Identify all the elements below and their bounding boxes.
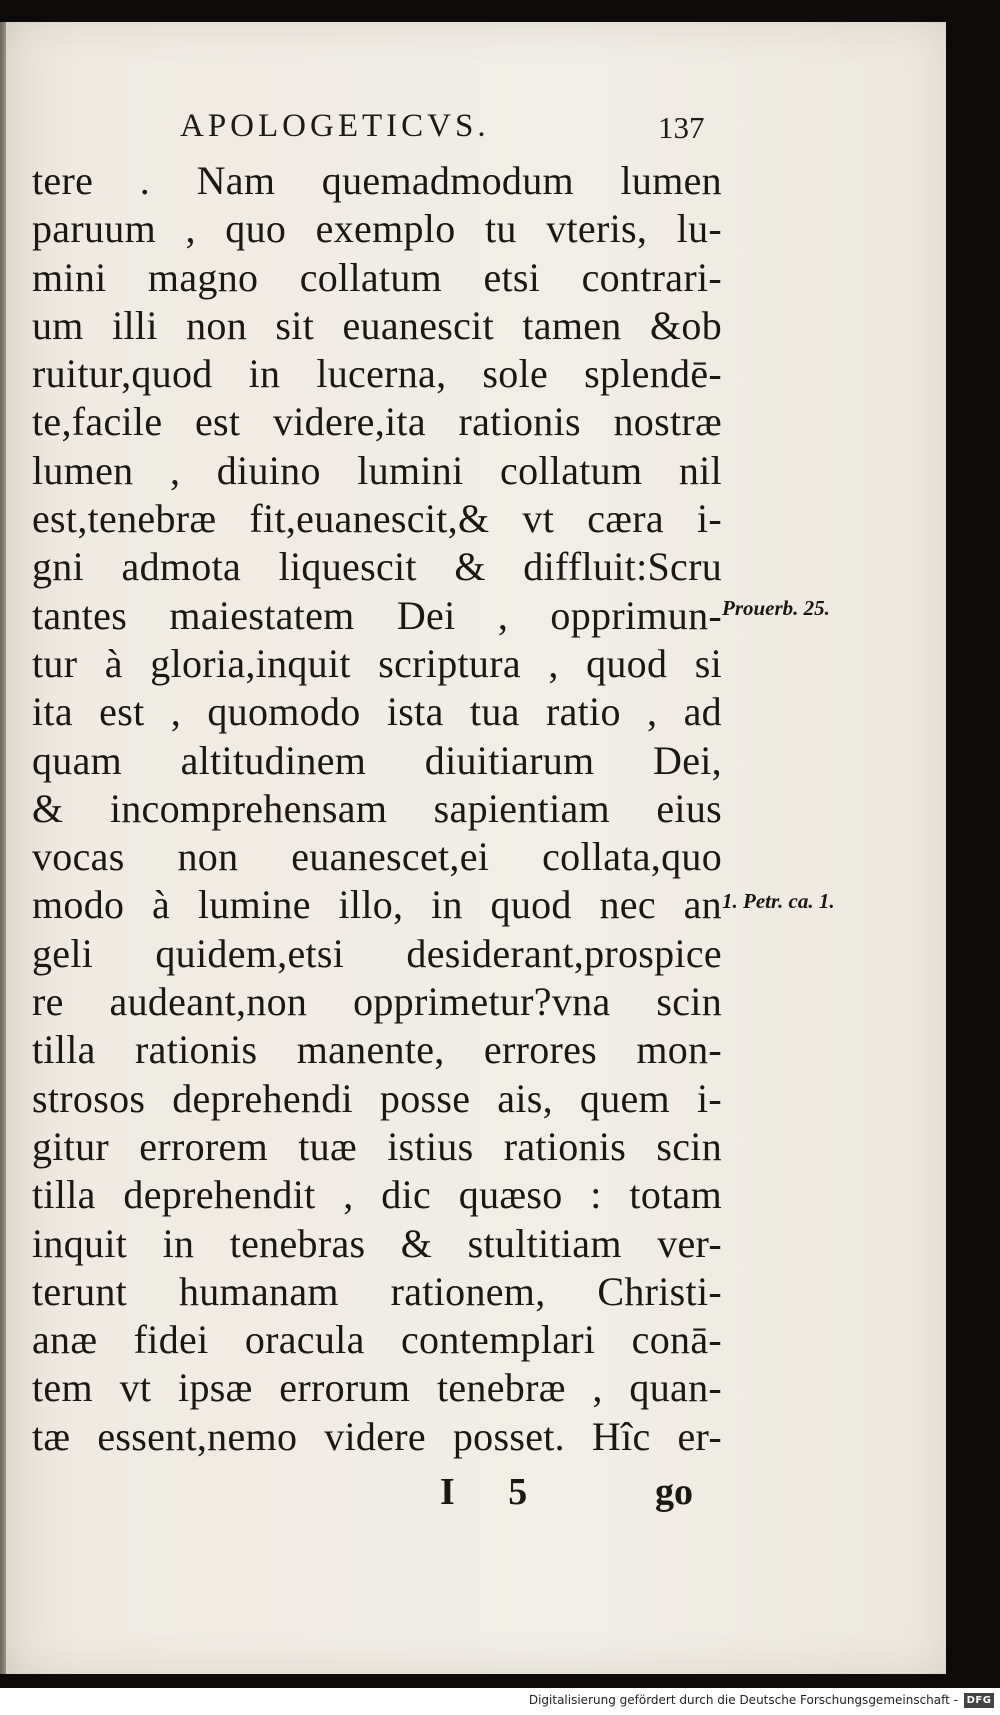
text-line: inquit in tenebras & stultitiam ver- [32,1220,722,1266]
text-line: gitur errorem tuæ istius rationis scin [32,1123,722,1169]
text-line: tem vt ipsæ errorum tenebræ , quan- [32,1365,722,1411]
text-line: tilla rationis manente, errores mon- [32,1027,722,1073]
text-line: tere . Nam quemadmodum lumen [32,158,722,203]
text-line: tilla deprehendit , dic quæso : totam [32,1172,722,1218]
text-line: tantes maiestatem Dei , opprimun- [32,592,722,638]
text-line: re audeant,non opprimetur?vna scin [32,979,722,1025]
page-foot [0,1470,1000,1520]
dfg-logo-icon: DFG [964,1693,994,1708]
text-line: um illi non sit euanescit tamen &ob [32,302,722,348]
marginal-note-peter: 1. Petr. ca. 1. [722,889,835,913]
text-line: mini magno collatum etsi contrari- [32,254,722,300]
text-line: vocas non euanescet,ei collata,quo [32,834,722,880]
digitization-credit: Digitalisierung gefördert durch die Deutsche Forschungsgemeinschaft - [528,1693,958,1707]
marginal-note-proverbs: Prouerb. 25. [722,596,830,620]
text-line: modo à lumine illo, in quod nec an [32,882,722,928]
text-line: strosos deprehendi posse ais, quem i- [32,1075,722,1121]
running-head: APOLOGETICVS. [180,108,490,144]
text-line: quam altitudinem diuitiarum Dei, [32,737,722,783]
text-line: terunt humanam rationem, Christi- [32,1268,722,1314]
text-line: paruum , quo exemplo tu vteris, lu- [32,206,722,252]
text-line: & incomprehensam sapientiam eius [32,785,722,831]
text-line: tæ essent,nemo videre posset. Hîc er- [32,1413,722,1459]
text-line: anæ fidei oracula contemplari conā- [32,1317,722,1363]
text-line: gni admota liquescit & diffluit:Scru [32,544,722,590]
text-line: ita est , quomodo ista tua ratio , ad [32,689,722,735]
signature-mark: I 5 [440,1471,550,1513]
text-line: tur à gloria,inquit scriptura , quod si [32,640,722,686]
text-line: geli quidem,etsi desiderant,prospice [32,930,722,976]
main-text-block [32,157,722,1461]
catchword: go [655,1471,693,1513]
text-line: lumen , diuino lumini collatum nil [32,447,722,493]
digitization-credit-bar [0,1688,1000,1715]
text-line: ruitur,quod in lucerna, sole splendē- [32,351,722,397]
text-line: te,facile est videre,ita rationis nostræ [32,399,722,445]
page-number: 137 [658,110,705,145]
text-line: est,tenebræ fit,euanescit,& vt cæra i- [32,496,722,542]
